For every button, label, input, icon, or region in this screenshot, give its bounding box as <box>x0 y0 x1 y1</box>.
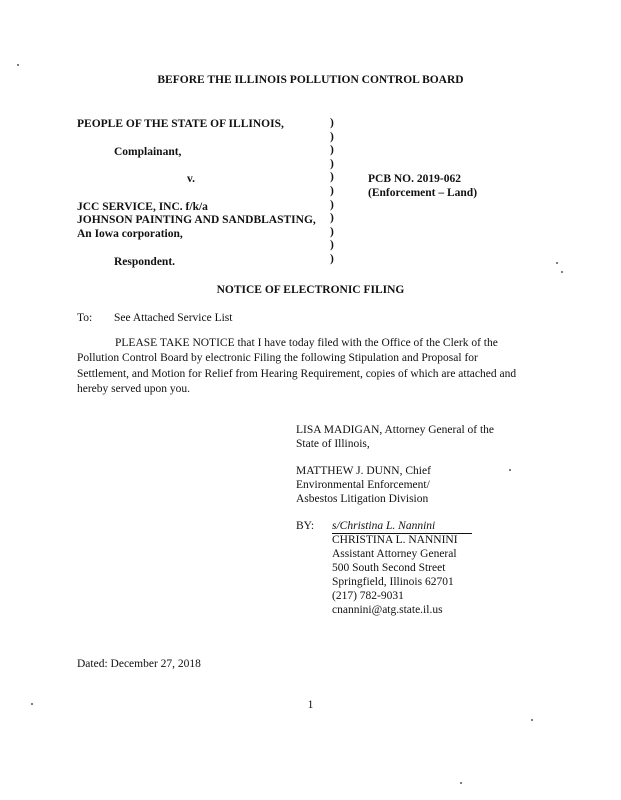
versus-text: v. <box>187 173 195 185</box>
notice-body-text: PLEASE TAKE NOTICE that I have today filed with the Office of the Clerk of the Pollution Control Board by electronic Filing the following Stipulation and Proposal for Settlement, and Motion for Relief from Hearing Requirement, copies of which are attached and hereby served upon you. <box>77 337 517 396</box>
respondent-line-2: JOHNSON PAINTING AND SANDBLASTING, <box>77 214 316 226</box>
electronic-signature: s/Christina L. Nannini <box>332 520 436 532</box>
scan-speck <box>17 64 19 66</box>
signature-line <box>332 519 472 534</box>
chief-line-2: Environmental Enforcement/ <box>296 479 430 491</box>
page-heading: BEFORE THE ILLINOIS POLLUTION CONTROL BOARD <box>157 74 464 86</box>
scan-speck <box>561 271 563 273</box>
notice-title: NOTICE OF ELECTRONIC FILING <box>216 284 405 296</box>
chief-line-3: Asbestos Litigation Division <box>296 493 429 505</box>
respondent-role: Respondent. <box>114 256 176 268</box>
email-address: cnannini@atg.state.il.us <box>332 604 443 616</box>
ag-line-1: LISA MADIGAN, Attorney General of the <box>296 424 495 436</box>
to-label: To: <box>77 312 93 324</box>
to-value: See Attached Service List <box>114 312 233 324</box>
ag-line-2: State of Illinois, <box>296 438 370 450</box>
case-type: (Enforcement – Land) <box>368 187 478 199</box>
scan-speck <box>531 719 533 721</box>
signer-title: Assistant Attorney General <box>332 548 457 560</box>
signer-name: CHRISTINA L. NANNINI <box>332 534 458 546</box>
by-label: BY: <box>296 520 315 532</box>
address-line-1: 500 South Second Street <box>332 562 446 574</box>
case-number: PCB NO. 2019-062 <box>368 173 461 185</box>
respondent-line-1: JCC SERVICE, INC. f/k/a <box>77 201 208 213</box>
dated-line: Dated: December 27, 2018 <box>77 658 201 670</box>
scan-speck <box>460 782 462 784</box>
complainant-role: Complainant, <box>114 146 182 158</box>
phone-number: (217) 782-9031 <box>332 590 404 602</box>
scan-speck <box>556 262 558 264</box>
notice-body <box>77 336 527 398</box>
caption-parentheses: ) ) ) ) ) ) ) ) ) ) ) <box>330 117 334 265</box>
address-line-2: Springfield, Illinois 62701 <box>332 576 454 588</box>
scan-speck <box>31 703 33 705</box>
chief-line-1: MATTHEW J. DUNN, Chief <box>296 465 431 477</box>
scan-speck <box>509 469 511 471</box>
page-number: 1 <box>307 699 314 711</box>
complainant-party: PEOPLE OF THE STATE OF ILLINOIS, <box>77 118 284 130</box>
respondent-line-3: An Iowa corporation, <box>77 228 183 240</box>
